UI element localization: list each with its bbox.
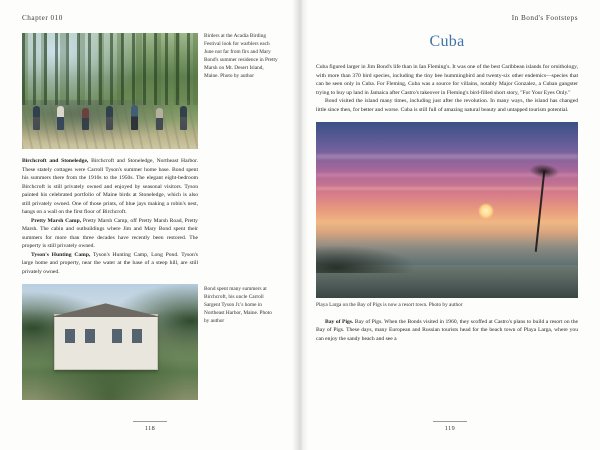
right-page: [300, 0, 600, 450]
sun-shape: [478, 203, 494, 219]
paragraph-lead: Bay of Pigs.: [325, 318, 354, 325]
paragraph-cuba-2: Bond visited the island many times, including just after the revolution. In many ways, the island has changed little since then, for better and worse. Cuba is still full of amazing natural beauty and untapped tourism potential.: [316, 98, 578, 113]
paragraph-text: Bay of Pigs. When the Bonds visited in 1960, they scoffed at Castro's plans to build a resort on the Bay of Pigs. These days, many European and Russian tourists head for the beach town of Playa Larga, where you can enjoy the sandy beach and see a: [316, 318, 579, 342]
folio-right: [300, 421, 600, 432]
caption-playa-larga: Playa Larga on the Bay of Pigs is now a resort town. Photo by author: [316, 302, 463, 308]
cloud-band: [316, 187, 578, 190]
window-shape: [85, 329, 95, 343]
paragraph-text: Pretty Marsh Camp, off Pretty Marsh Road, Pretty Marsh. The cabin and outbuildings where Jim and Mary Bond spent their summers for more than three decades have recently been restored. The property is still privately owned.: [22, 217, 198, 249]
paragraph-cuba-1: Cuba figured larger in Jim Bond's life than in Ian Fleming's. It was one of the best Caribbean islands for ornithology, with more than 370 bird species, including the tiny bee hummingbird and twenty-six other endemics—species that can be seen only in Cuba. For Fleming, Cuba was a source for villains, notably Major Gonzalez, a Cuban gangster trying to buy up land in Jamaica after Castro's takeover in Fleming's bird-filled short story, "For Your Eyes Only.": [316, 64, 578, 96]
paragraph-lead: Pretty Marsh Camp,: [31, 217, 82, 224]
cloud-band: [316, 154, 578, 159]
running-head-right: In Bond's Footsteps: [511, 14, 578, 22]
person-figure: [156, 108, 163, 131]
page-number: 119: [444, 425, 456, 432]
person-figure: [180, 106, 187, 130]
birders-group: [33, 96, 188, 131]
paragraph-lead: Birchcroft and Stoneledge,: [22, 158, 89, 164]
page-title: Cuba: [429, 33, 465, 50]
paragraph-lead: Tyson's Hunting Camp,: [31, 251, 91, 258]
paragraph-bay-of-pigs: [316, 318, 578, 344]
running-head-left: Chapter 010: [22, 14, 63, 22]
person-figure: [106, 106, 113, 130]
paragraph-birchcroft: [22, 157, 198, 217]
paragraph-text: Tyson's Hunting Camp, Long Pond. Tyson's large home and property, near the water at the base of a steep hill, are still privately owned.: [22, 251, 198, 275]
caption-birchcroft: Bond spent many summers at Birchcroft, his uncle Carroll Sargent Tyson Jr.'s home in Northeast Harbor, Maine. Photo by author: [204, 286, 272, 324]
window-shape: [65, 329, 75, 343]
figure-birchcroft: [22, 284, 272, 400]
shrub-shape: [316, 245, 416, 273]
folio-rule: [433, 421, 467, 422]
person-figure: [33, 106, 40, 130]
paragraph-tysons-camp: [22, 251, 198, 277]
playa-larga-photo: [316, 122, 578, 298]
folio-rule: [133, 421, 167, 422]
page-number: 118: [144, 425, 156, 432]
figure-birders: [22, 33, 278, 149]
person-figure: [57, 106, 64, 130]
folio-left: [0, 421, 300, 432]
birchcroft-photo: [22, 284, 198, 400]
paragraph-pretty-marsh: [22, 217, 198, 251]
person-figure: [131, 105, 138, 131]
left-column: [22, 33, 278, 400]
house-shape: [54, 314, 158, 369]
birders-photo: [22, 33, 198, 149]
caption-birders: Birders at the Acadia Birding Festival look for warblers each June not far from firs and Mary Bond's summer residence in Pretty Marsh on Mt. Desert Island, Maine. Photo by author: [204, 33, 278, 79]
window-shape: [112, 329, 122, 343]
person-figure: [82, 108, 89, 130]
paragraph-text: Birchcroft and Stoneledge, Northeast Harbor. These stately cottages were Carroll Tyson's summer home base. Bond spent his summers there from the 1910s to the 1950s. The elegant eight-bedroom Birchcroft is still privately owned and enjoyed by seasonal visitors. Tyson painted his celebrated portfolio of Maine birds at Stoneledge, which is also still privately owned. One of those prints, of blue jays making a robin's nest, hangs on a wall on the first floor of Birchcroft.: [22, 158, 198, 215]
window-shape: [132, 329, 142, 343]
